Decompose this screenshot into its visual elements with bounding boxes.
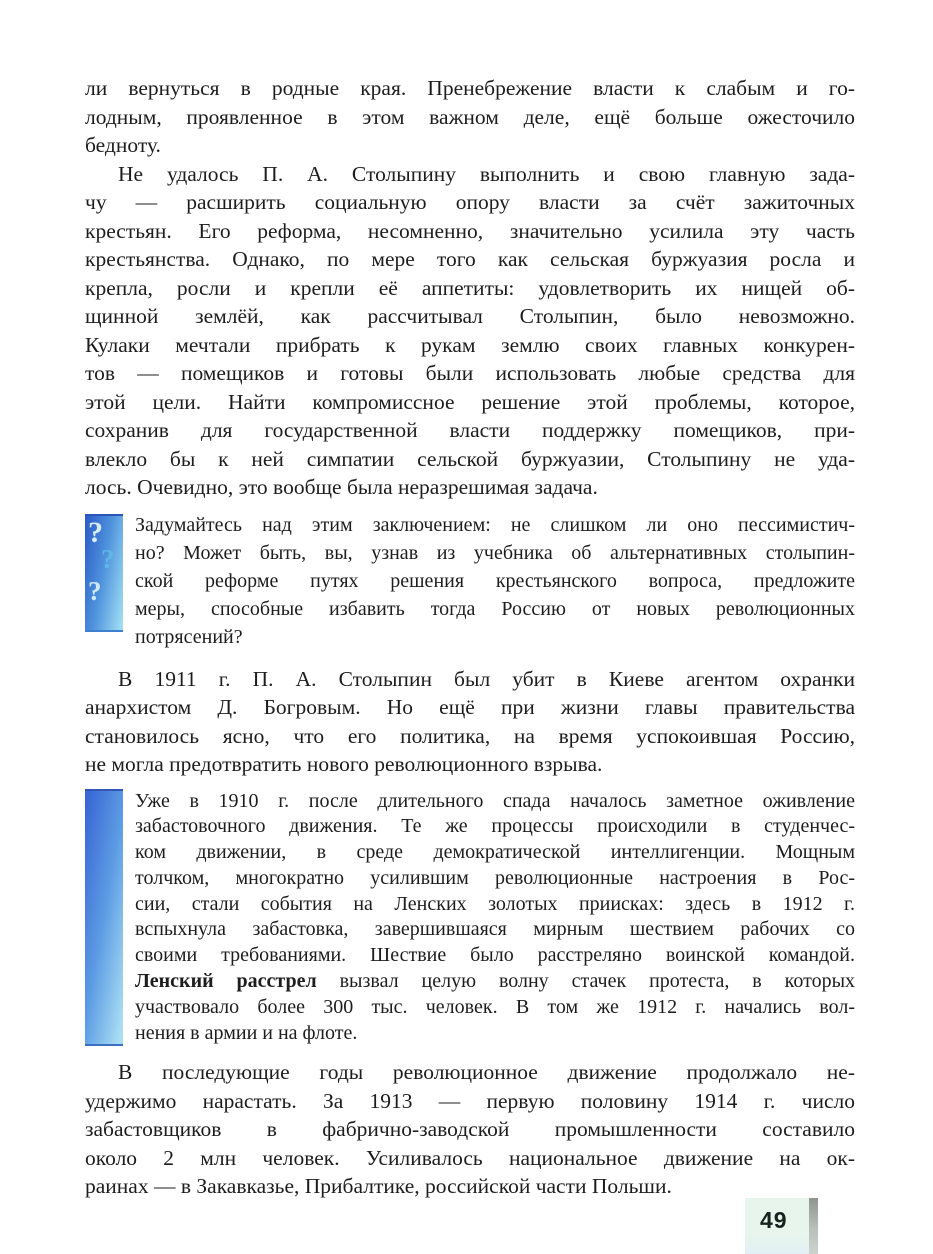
text-line: щинной землёй, как рассчитывал Столыпин, было невозможно. [85, 304, 855, 328]
page-edge-strip [809, 1198, 818, 1254]
page-number-box [745, 1198, 818, 1254]
text-line: крепла, росли и крепли её аппетиты: удовлетворить их нищей об- [85, 275, 855, 300]
text-line: Ленский расстрел вызвал целую волну стачек протеста, в которых [135, 970, 856, 993]
paragraph-stolypin-death [85, 665, 855, 779]
text-line: крестьян. Его реформа, несомненно, значительно усилила эту часть [85, 218, 855, 243]
text-line: но? Может быть, вы, узнав из учебника об альтернативных столыпин- [135, 541, 855, 564]
text-line: сохранив для государственной власти поддержку помещиков, при- [85, 418, 855, 442]
text-line: меры, способные избавить тогда Россию от новых революционных [135, 597, 855, 620]
text-line: ли вернуться в родные края. Пренебрежение власти к слабым и го- [85, 76, 855, 100]
question-block-text [135, 511, 855, 651]
text-line: своими требованиями. Шествие было расстреляно воинской командой. [135, 944, 855, 967]
text-line: забастовочного движения. Те же процессы происходили в студенчес- [135, 815, 855, 838]
text-line: нения в армии и на флоте. [135, 1021, 358, 1044]
text-line: ком движении, в среде демократической интеллигенции. Мощным [135, 841, 855, 864]
question-mark-glyph: ? [101, 543, 115, 574]
text-line: чу — расширить социальную опору власти за счёт зажиточных [85, 190, 855, 214]
text-line: потрясений? [135, 625, 243, 648]
text-line: становилось ясно, что его политика, на время успокоившая Россию, [85, 723, 855, 748]
text-line: ской реформе путях решения крестьянского вопроса, предложите [135, 569, 855, 592]
sidebar-note-block [85, 789, 855, 1047]
text-line: Уже в 1910 г. после длительного спада началось заметное оживление [135, 789, 855, 812]
sidebar-note-text [135, 789, 855, 1047]
page-number: 49 [760, 1207, 788, 1233]
text-line: Не удалось П. А. Столыпину выполнить и свою главную зада- [118, 161, 855, 186]
question-block [85, 511, 855, 651]
text-line: толчком, многократно усилившим революционные настроения в Рос- [135, 866, 855, 889]
question-mark-glyph: ? [88, 575, 102, 606]
paragraph-stolypin-task [85, 160, 855, 502]
paragraph-continuation [85, 74, 855, 160]
text-line: забастовщиков в фабрично-заводской промышленности составило [85, 1117, 855, 1142]
question-mark-glyph: ? [88, 515, 103, 549]
text-line: бедноту. [85, 133, 161, 157]
text-line: этой цели. Найти компромиссное решение этой проблемы, которое, [85, 389, 855, 414]
text-line: В последующие годы революционное движение продолжало не- [118, 1060, 855, 1085]
text-line: анархистом Д. Богровым. Но ещё при жизни главы правительства [85, 695, 855, 719]
text-line: участвовало более 300 тыс. человек. В том же 1912 г. начались вол- [135, 995, 855, 1018]
text-line: В 1911 г. П. А. Столыпин был убит в Киеве агентом охранки [118, 666, 855, 691]
text-line: влекло бы к ней симпатии сельской буржуазии, Столыпину не уда- [85, 446, 855, 471]
text-line: Кулаки мечтали прибрать к рукам землю своих главных конкурен- [85, 332, 855, 357]
text-line: Задумайтесь над этим заключением: не слишком ли оно пессимистич- [135, 513, 855, 536]
blue-sidebar-rule [85, 789, 123, 1047]
text-line: около 2 млн человек. Усиливалось национальное движение на ок- [85, 1145, 855, 1170]
text-line: сии, стали события на Ленских золотых приисках: здесь в 1912 г. [135, 892, 855, 915]
text-line: вспыхнула забастовка, завершившаяся мирным шествием рабочих со [135, 918, 855, 941]
text-line: не могла предотвратить нового революционного взрыва. [85, 752, 603, 776]
page-text-column [85, 74, 855, 1201]
text-line: лось. Очевидно, это вообще была неразрешимая задача. [85, 475, 598, 499]
text-line: раинах — в Закавказье, Прибалтике, российской части Польши. [85, 1174, 672, 1199]
question-marks-icon [85, 514, 123, 632]
text-line: лодным, проявленное в этом важном деле, ещё больше ожесточило [85, 104, 855, 129]
text-line: удержимо нарастать. За 1913 — первую половину 1914 г. число [85, 1088, 855, 1113]
paragraph-strike-growth [85, 1058, 855, 1201]
text-line: тов — помещиков и готовы были использовать любые средства для [85, 361, 855, 385]
text-line: крестьянства. Однако, по мере того как сельская буржуазия росла и [85, 247, 855, 271]
